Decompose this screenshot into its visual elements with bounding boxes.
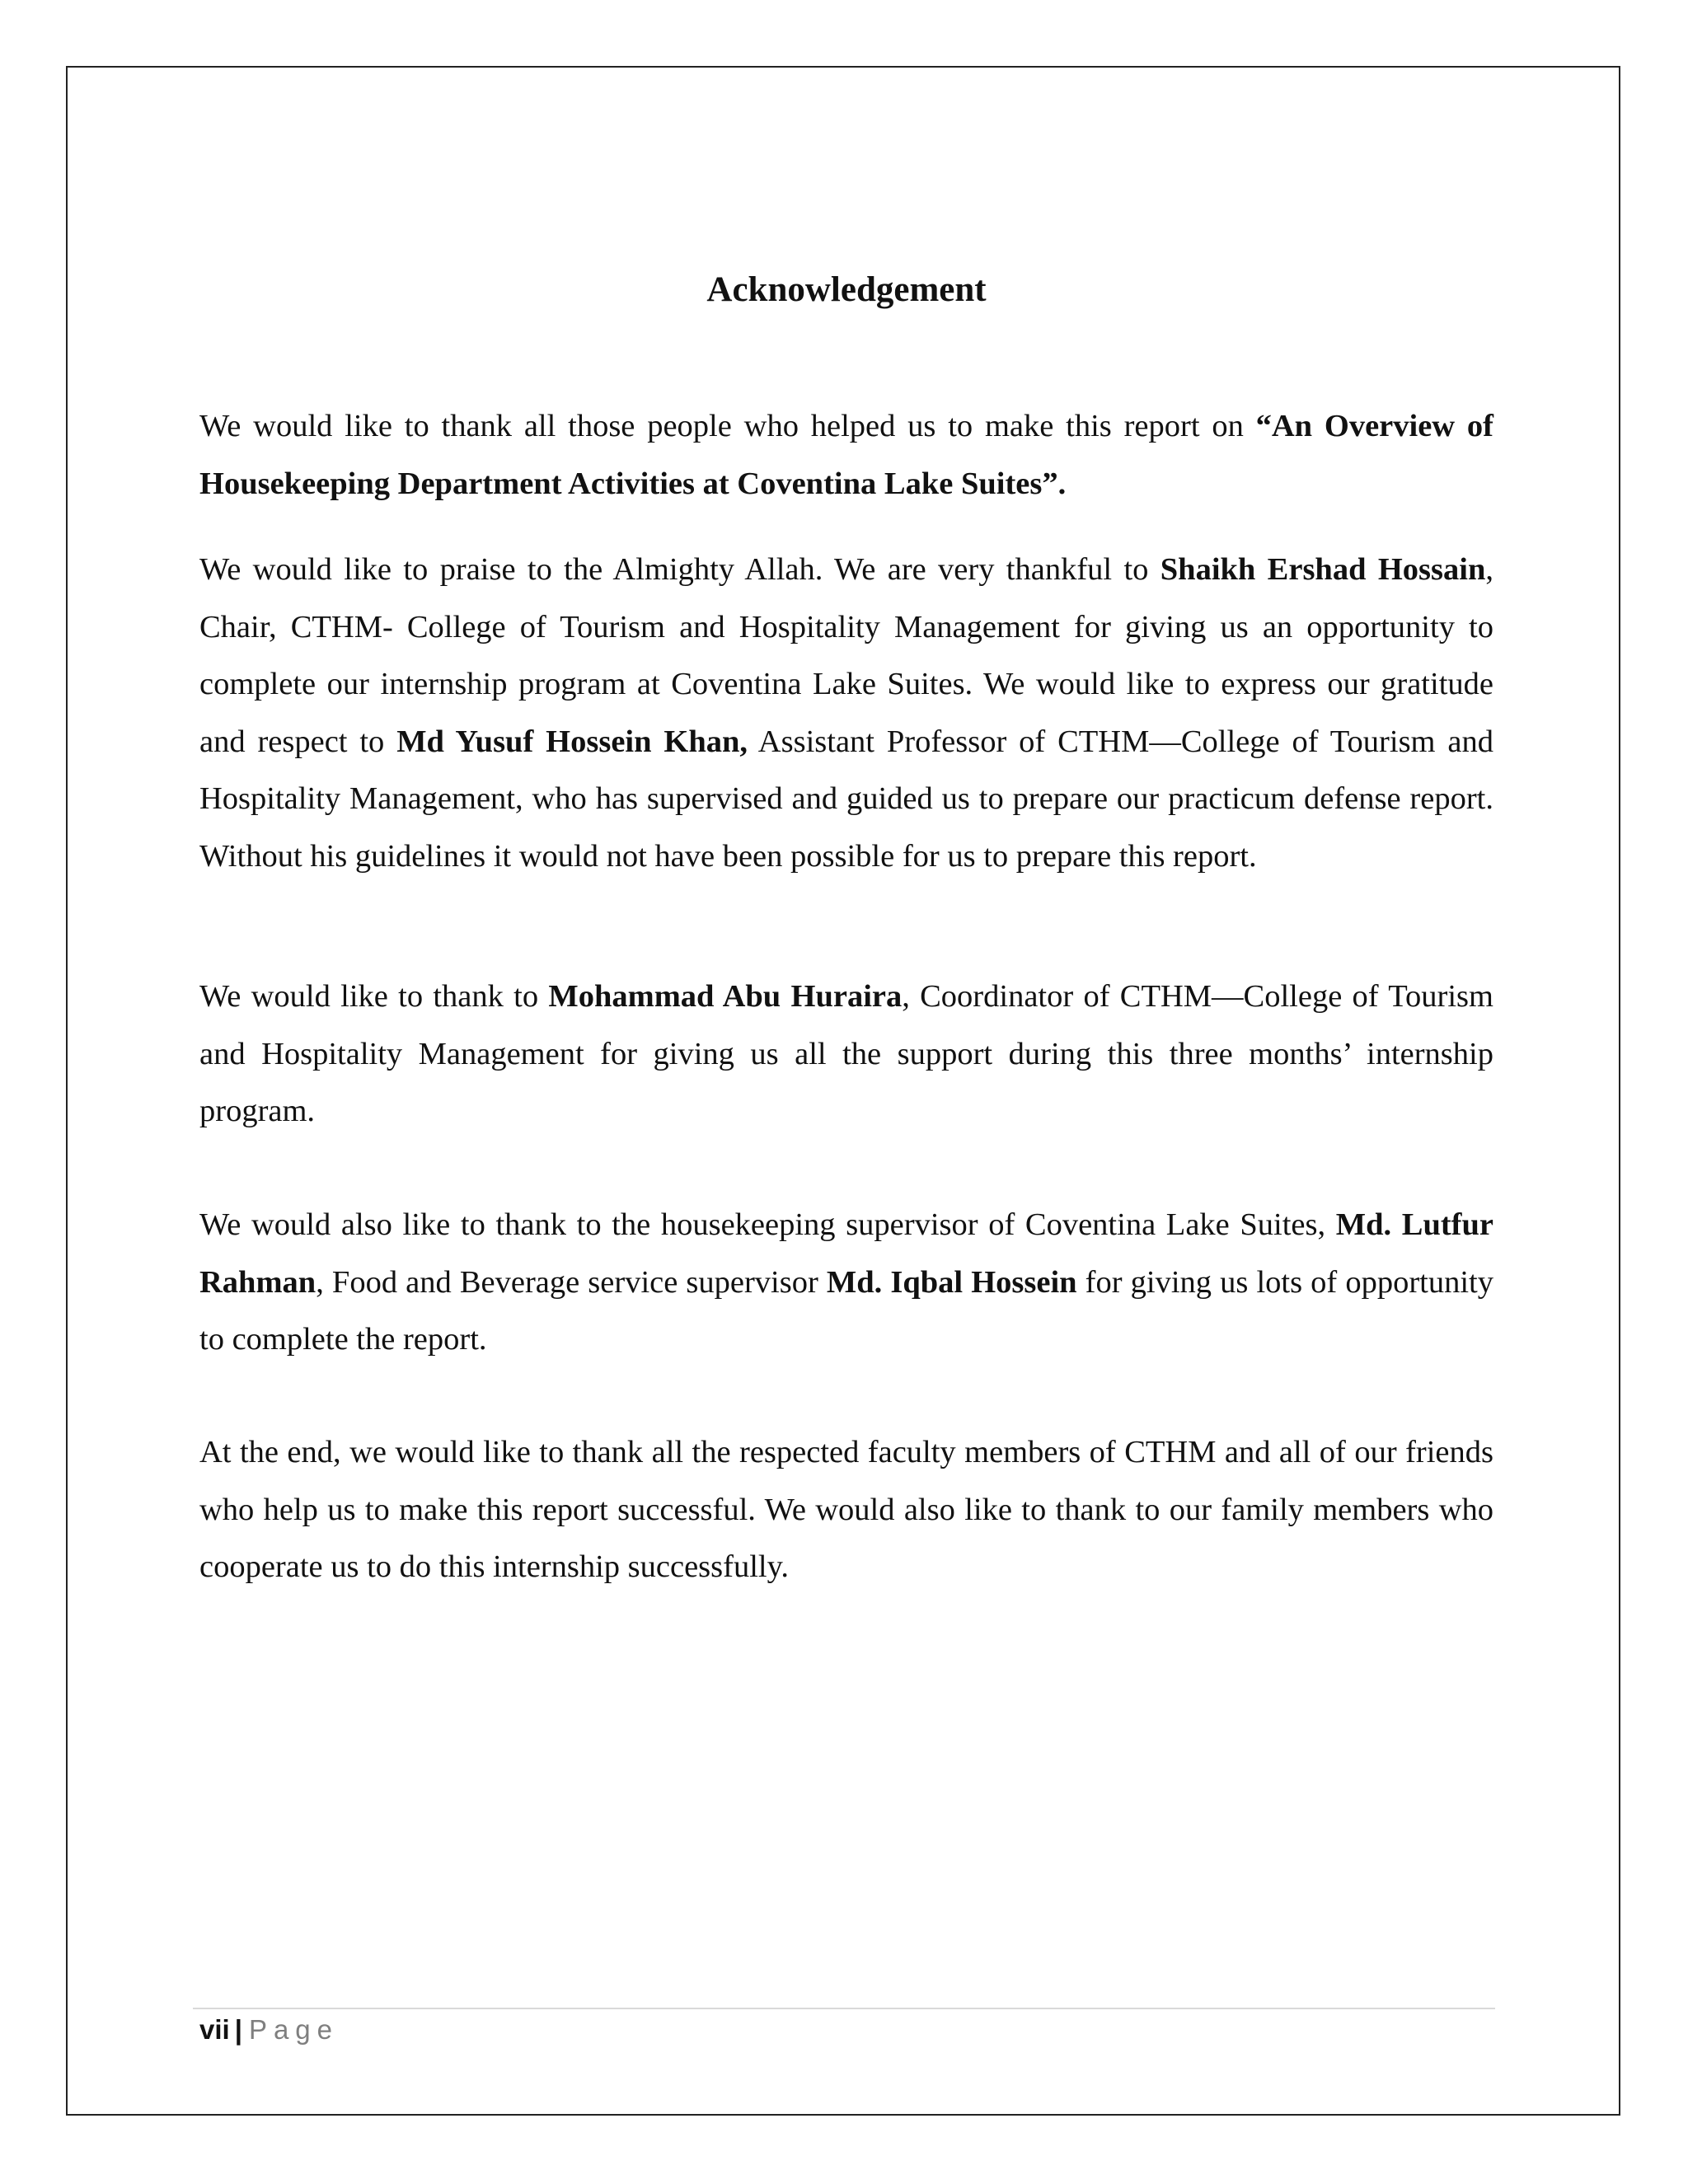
paragraph-thanks-coordinator [199, 968, 1493, 1141]
name-chair: Shaikh Ershad Hossain [1160, 552, 1486, 587]
name-housekeeping-supervisor: Md. Lutfur Rahman [199, 1207, 1494, 1300]
name-fnb-supervisor: Md. Iqbal Hossein [826, 1264, 1077, 1300]
footer-separator: | [234, 2014, 242, 2045]
paragraph-text: , Chair, CTHM- College of Tourism and Hospitality Management for giving us an opportunity to complete our internship program at Coventina Lake Suites. We would like to express our gratitude and respect to [199, 552, 1493, 759]
paragraph-text: We would like to thank to [199, 979, 549, 1014]
paragraph-closing [199, 1424, 1493, 1596]
paragraph-text: , Coordinator of CTHM—College of Tourism and Hospitality Management for giving us all the support during this three months’ internship program. [199, 979, 1493, 1128]
paragraph-text: , Food and Beverage service supervisor [316, 1264, 827, 1300]
paragraph-thanks-hotel-staff [199, 1197, 1493, 1369]
paragraph-text: We would like to praise to the Almighty Allah. We are very thankful to [199, 552, 1160, 587]
footer-divider [193, 2008, 1495, 2009]
name-supervisor: Md Yusuf Hossein Khan, [396, 724, 748, 759]
paragraph-text: We would like to thank all those people who helped us to make this report on [199, 409, 1256, 443]
paragraph-report-title [199, 398, 1493, 513]
name-coordinator: Mohammad Abu Huraira [548, 979, 903, 1014]
page-number: vii [199, 2014, 230, 2045]
paragraph-thanks-chair [199, 541, 1493, 885]
page-footer [199, 2009, 339, 2050]
page-label: Page [248, 2014, 340, 2045]
paragraph-text: We would also like to thank to the housekeeping supervisor of Coventina Lake Suites, [199, 1207, 1336, 1242]
paragraph-text: At the end, we would like to thank all the respected faculty members of CTHM and all of our friends who help us to make this report successful. We would also like to thank to our family members who cooperate us to do this internship successfully. [199, 1435, 1493, 1584]
paragraph-text: Assistant Professor of CTHM—College of Tourism and Hospitality Management, who has supervised and guided us to prepare our practicum defense report. Without his guidelines it would not have been possible for us to prepare this report. [199, 724, 1493, 874]
page-title: Acknowledgement [706, 270, 987, 309]
paragraph-text: for giving us lots of opportunity to complete the report. [199, 1264, 1493, 1357]
report-title-bold: “An Overview of Housekeeping Department Activities at Coventina Lake Suites”. [199, 409, 1493, 501]
